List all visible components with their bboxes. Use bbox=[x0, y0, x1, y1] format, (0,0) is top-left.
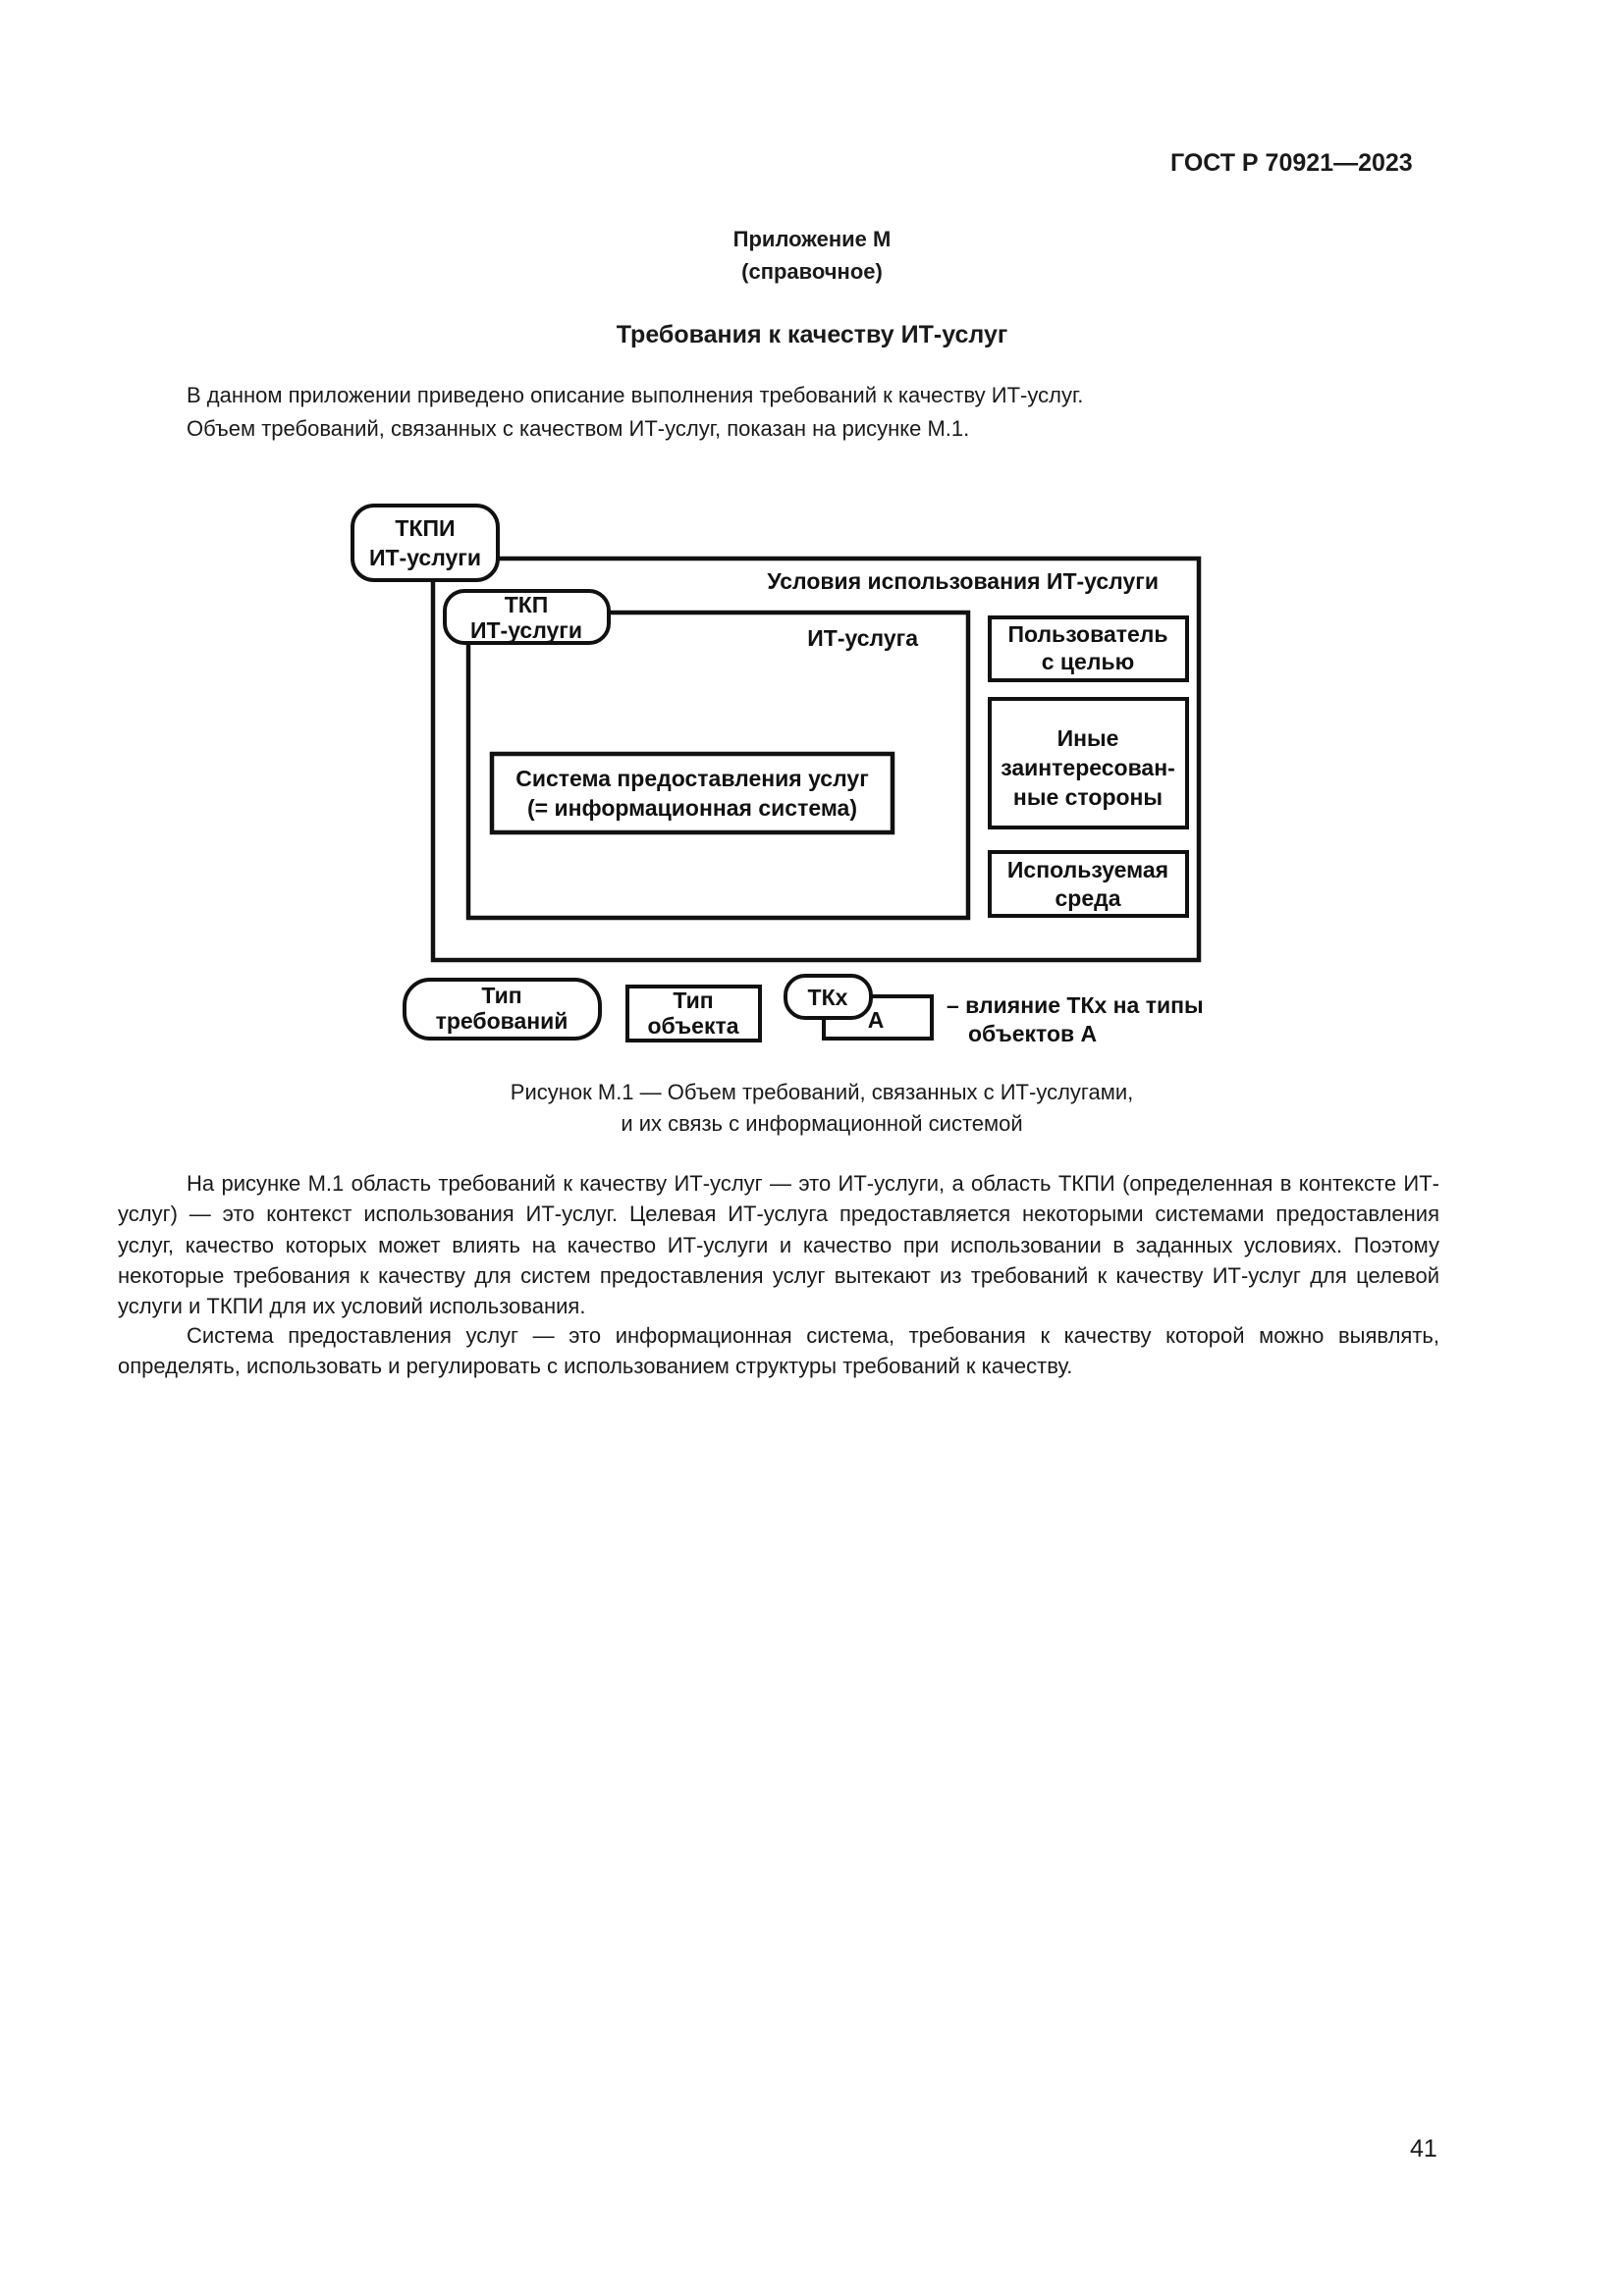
figure-m1-diagram bbox=[0, 0, 1624, 1070]
annex-type: (справочное) bbox=[741, 259, 883, 284]
annex-label: Приложение М bbox=[732, 227, 892, 251]
user-label-2: с целью bbox=[1041, 649, 1135, 674]
conditions-label: Условия использования ИТ-услуги bbox=[767, 568, 1159, 594]
body-paragraph-1: На рисунке М.1 область требований к качеству ИТ-услуг — это ИТ-услуги, а область ТКПИ (определенная в контексте ИТ-услуг) — это контекст использования ИТ-услуг. Целевая ИТ-услуга предоставляется некоторыми системами предоставления услуг, качество которых может влиять на качество ИТ-услуги и качество при использовании в заданных условиях. Поэтому некоторые требования к качеству для систем предоставления услуг вытекают из требований к качеству ИТ-услуг для целевой услуги и ТКПИ для их условий использования. bbox=[118, 1171, 1439, 1319]
annex-title: Требования к качеству ИТ-услуг bbox=[616, 321, 1008, 348]
legend-object-type-1: Тип bbox=[673, 988, 714, 1013]
it-service-label: ИТ-услуга bbox=[807, 625, 918, 651]
stakeholders-label-3: ные стороны bbox=[1012, 784, 1164, 810]
user-label-1: Пользователь bbox=[1007, 621, 1168, 647]
tkp-label-2: ИТ-услуги bbox=[469, 617, 583, 643]
service-system-label-1: Система предоставления услуг bbox=[515, 766, 869, 791]
stakeholders-label-1: Иные bbox=[1056, 725, 1119, 751]
standard-number: ГОСТ Р 70921—2023 bbox=[1170, 149, 1413, 177]
service-system-label-2: (= информационная система) bbox=[527, 795, 857, 821]
environment-label-2: среда bbox=[1055, 885, 1121, 911]
legend-tkx-label: ТКх bbox=[807, 985, 848, 1010]
legend-object-type-2: объекта bbox=[647, 1013, 739, 1039]
figure-caption-line-1: Рисунок М.1 — Объем требований, связанных с ИТ-услугами, bbox=[510, 1080, 1134, 1104]
page-number: 41 bbox=[1410, 2135, 1437, 2163]
legend-requirement-type-2: требований bbox=[435, 1008, 568, 1034]
intro-line-2: Объем требований, связанных с качеством ИТ-услуг, показан на рисунке М.1. bbox=[187, 416, 970, 441]
stakeholders-label-2: заинтересован- bbox=[1001, 755, 1175, 780]
environment-label-1: Используемая bbox=[1006, 857, 1169, 882]
tkp-label-1: ТКП bbox=[504, 592, 549, 617]
legend-a-label: А bbox=[867, 1007, 885, 1033]
body-paragraph-2: Система предоставления услуг — это информационная система, требования к качеству которой можно выявлять, определять, использовать и регулировать с использованием структуры требований к качеству. bbox=[118, 1323, 1439, 1379]
tkpi-label-2: ИТ-услуги bbox=[368, 545, 482, 570]
legend-description-1: – влияние ТКх на типы bbox=[947, 992, 1204, 1018]
tkpi-label-1: ТКПИ bbox=[395, 515, 456, 541]
intro-line-1: В данном приложении приведено описание выполнения требований к качеству ИТ-услуг. bbox=[187, 383, 1084, 407]
legend-requirement-type-1: Тип bbox=[481, 983, 522, 1008]
legend-description-2: объектов А bbox=[968, 1021, 1098, 1046]
figure-caption-line-2: и их связь с информационной системой bbox=[621, 1111, 1023, 1136]
